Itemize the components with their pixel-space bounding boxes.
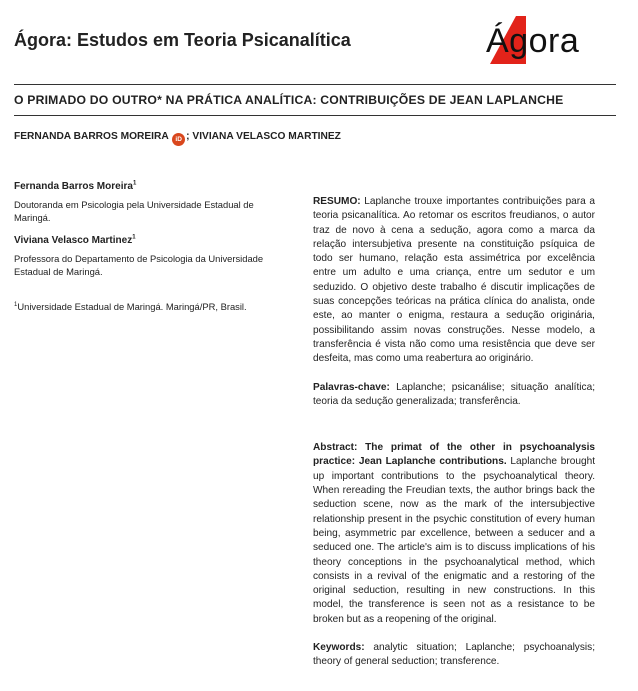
abstract-text: Laplanche brought up important contributions to the psychoanalytical theory. When rereading the Freudian texts, the author brings back the seduction scene, now as the mark of the intersubjective relationship present in the psychic constitution of every human being, asymmetric par excellence, between a seducer and a seduced one. The article's aim is to discuss implications of his theory conceptions in the psychoanalytical method, which consists in a revival of the enigmatic and a restoring of the original seduction, resulting in new constructions. In this model, the transference is seen not as a resistance to be broken but as a reopening of the original.: [313, 456, 595, 625]
abstract-paragraph: [313, 441, 595, 627]
journal-title: Ágora: Estudos em Teoria Psicanalítica: [14, 30, 351, 50]
keywords-text: analytic situation; Laplanche; psychoanalysis; theory of general seduction; transference.: [313, 642, 595, 668]
keywords-label: Keywords:: [313, 642, 365, 654]
resumo-label: RESUMO:: [313, 196, 361, 207]
title-divider: [14, 115, 616, 116]
keywords-paragraph: [313, 641, 595, 670]
author-2-affiliation: Professora do Departamento de Psicologia da Universidade Estadual de Maringá.: [14, 253, 264, 277]
article-title: O PRIMADO DO OUTRO* NA PRÁTICA ANALÍTICA: CONTRIBUIÇÕES DE JEAN LAPLANCHE: [14, 93, 564, 107]
palavras-chave-text: Laplanche; psicanálise; situação analítica; teoria da sedução generalizada; transferência.: [313, 381, 595, 407]
author-1-name: Fernanda Barros Moreira$^1$: [14, 180, 137, 192]
logo-text: Ágora: [486, 22, 580, 60]
affiliation-footnote: $^1$Universidade Estadual de Maringá. Maringá/PR, Brasil.: [14, 301, 247, 312]
author-1-name-upper[interactable]: FERNANDA BARROS MOREIRA: [14, 131, 169, 142]
author-2-name-upper[interactable]: ; VIVIANA VELASCO MARTINEZ: [186, 131, 341, 142]
palavras-chave-label: Palavras-chave:: [313, 381, 390, 393]
resumo-text: Laplanche trouxe importantes contribuições para a teoria psicanalítica. Ao retomar os escritos freudianos, o autor traz de novo à cena a sedução, agora como a marca da relação intersubjetiva presente na constituição psíquica de todo ser humano, relação esta assimétrica por excelência entre um adulto e uma criança, entre um sedutor e um seduzido. O objetivo deste trabalho é discutir implicações de suas concepções teóricas na prática clínica do analista, onde este, ao manter o enigma, restaura a sedução originária, possibilitando assim novas construções. Nesse modelo, a transferência é vista não como uma resistência que deve ser desfeita, mas como uma reabertura ao originário.: [313, 196, 595, 365]
author-1-affiliation: Doutoranda em Psicologia pela Universidade Estadual de Maringá.: [14, 199, 254, 223]
author-2-name: Viviana Velasco Martinez$^1$: [14, 234, 136, 246]
abstract-label: Abstract: The primat of the other in psychoanalysis practice: Jean Laplanche contributions.: [313, 442, 595, 468]
resumo-paragraph: [313, 195, 595, 367]
author-info-column: [14, 180, 284, 313]
authors-line: [14, 131, 624, 146]
abstract-column: [313, 195, 595, 670]
orcid-icon[interactable]: iD: [172, 133, 185, 146]
palavras-chave-paragraph: [313, 381, 595, 410]
journal-logo: [486, 14, 606, 66]
header-divider: [14, 84, 616, 85]
